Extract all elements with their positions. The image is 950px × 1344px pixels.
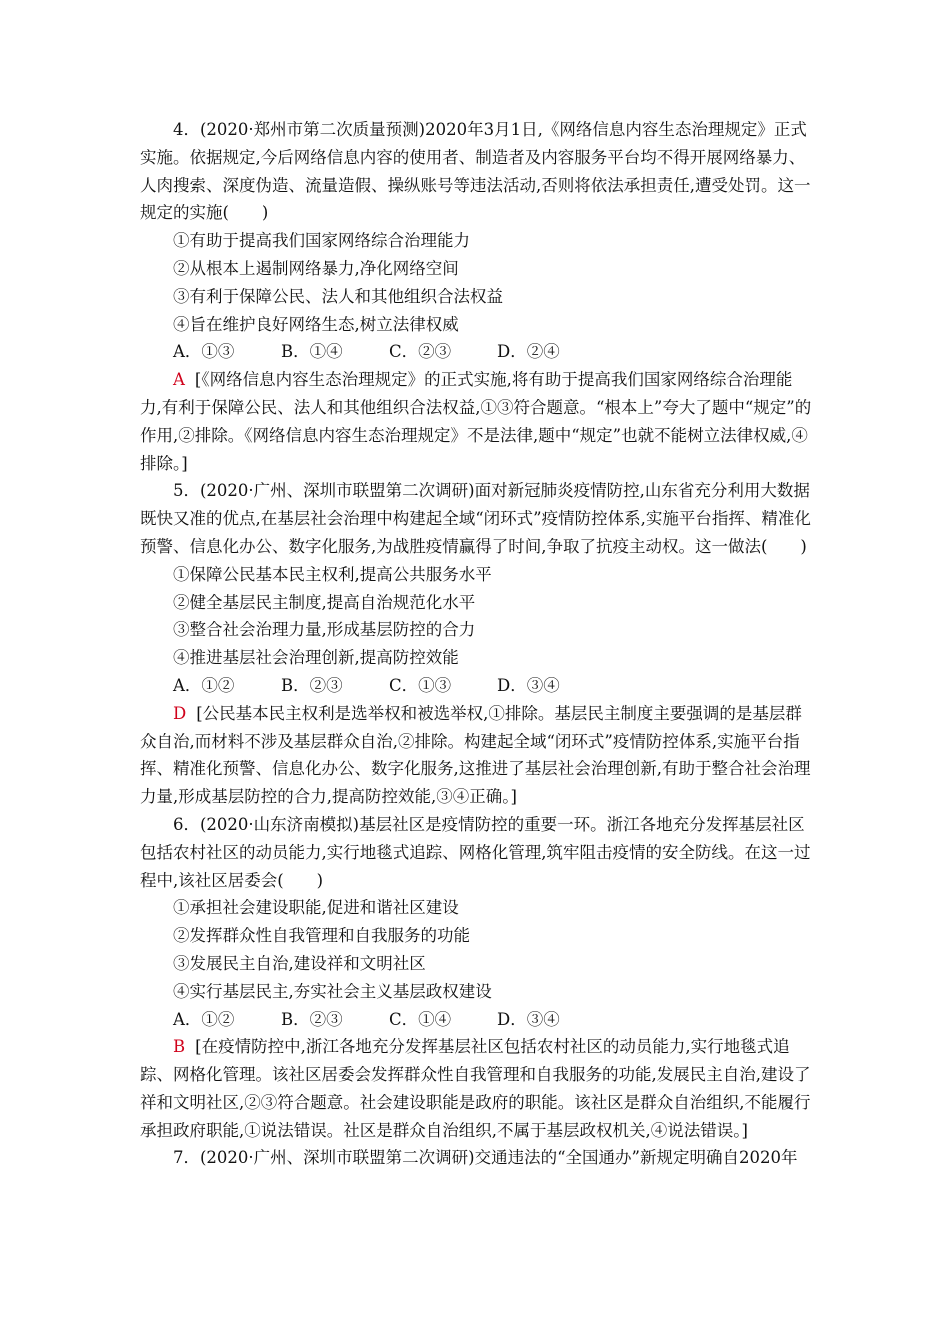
choice-d: D．③④ bbox=[497, 675, 560, 695]
question-stem-partial: 7．(2020·广州、深圳市联盟第二次调研)交通违法的“全国通办”新规定明确自2020年 bbox=[173, 1148, 798, 1168]
option-item: ④推进基层社会治理创新,提高防控效能 bbox=[173, 648, 459, 668]
choice-row bbox=[140, 338, 812, 366]
choice-c: C．②③ bbox=[389, 342, 452, 362]
option-item: ②健全基层民主制度,提高自治规范化水平 bbox=[173, 592, 476, 612]
choice-d: D．②④ bbox=[497, 342, 560, 362]
choice-row bbox=[140, 672, 812, 700]
choice-a: A．①② bbox=[173, 1009, 235, 1029]
explanation-text: [公民基本民主权利是选举权和被选举权,①排除。基层民主制度主要强调的是基层群众自治,而材料不涉及基层群众自治,②排除。构建起全域“闭环式”疫情防控体系,实施平台指挥、精准化预警、信息化办公、数字化服务,这推进了基层社会治理创新,有助于整合社会治理力量,形成基层防控的合力,提高防控效能,③④正确。] bbox=[140, 703, 811, 807]
question-stem: 5．(2020·广州、深圳市联盟第二次调研)面对新冠肺炎疫情防控,山东省充分利用大数据既快又准的优点,在基层社会治理中构建起全域“闭环式”疫情防控体系,实施平台指挥、精准化预警、信息化办公、数字化服务,为战胜疫情赢得了时间,争取了抗疫主动权。这一做法( ) bbox=[140, 481, 811, 556]
question-stem: 6．(2020·山东济南模拟)基层社区是疫情防控的重要一环。浙江各地充分发挥基层社区包括农村社区的动员能力,实行地毯式追踪、网格化管理,筑牢阻击疫情的安全防线。在这一过程中,该社区居委会( ) bbox=[140, 814, 811, 890]
answer-letter: B bbox=[173, 1037, 186, 1057]
option-item: ②从根本上遏制网络暴力,净化网络空间 bbox=[173, 258, 459, 278]
answer-letter: D bbox=[173, 703, 187, 723]
choice-c: C．①④ bbox=[389, 1009, 452, 1029]
option-item: ①承担社会建设职能,促进和谐社区建设 bbox=[173, 898, 459, 918]
option-item: ②发挥群众性自我管理和自我服务的功能 bbox=[173, 926, 470, 946]
option-item: ③发展民主自治,建设祥和文明社区 bbox=[173, 953, 426, 973]
option-item: ③有利于保障公民、法人和其他组织合法权益 bbox=[173, 286, 503, 306]
explanation-text: [在疫情防控中,浙江各地充分发挥基层社区包括农村社区的动员能力,实行地毯式追踪、网格化管理。该社区居委会发挥群众性自我管理和自我服务的功能,发展民主自治,建设了祥和文明社区,②③符合题意。社会建设职能是政府的职能。该社区是群众自治组织,不能履行承担政府职能,①说法错误。社区是群众自治组织,不属于基层政权机关,④说法错误。] bbox=[140, 1037, 811, 1140]
option-item: ③整合社会治理力量,形成基层防控的合力 bbox=[173, 620, 476, 640]
option-item: ④实行基层民主,夯实社会主义基层政权建设 bbox=[173, 981, 492, 1001]
choice-b: B．②③ bbox=[281, 675, 343, 695]
choice-a: A．①② bbox=[173, 675, 235, 695]
choice-b: B．①④ bbox=[281, 342, 343, 362]
option-item: ④旨在维护良好网络生态,树立法律权威 bbox=[173, 314, 459, 334]
choice-c: C．①③ bbox=[389, 675, 452, 695]
answer-explanation bbox=[140, 366, 812, 477]
option-item: ①保障公民基本民主权利,提高公共服务水平 bbox=[173, 564, 492, 584]
choice-row bbox=[140, 1006, 812, 1034]
explanation-text: [《网络信息内容生态治理规定》的正式实施,将有助于提高我们国家网络综合治理能力,有利于保障公民、法人和其他组织合法权益,①③符合题意。“根本上”夸大了题中“规定”的作用,②排除。《网络信息内容生态治理规定》不是法律,题中“规定”也就不能树立法律权威,④排除。] bbox=[140, 370, 812, 473]
choice-d: D．③④ bbox=[497, 1009, 560, 1029]
answer-explanation bbox=[140, 700, 812, 811]
answer-explanation bbox=[140, 1033, 812, 1144]
choice-a: A．①③ bbox=[173, 342, 235, 362]
answer-letter: A bbox=[173, 370, 185, 390]
option-item: ①有助于提高我们国家网络综合治理能力 bbox=[173, 231, 470, 251]
document-body bbox=[140, 116, 812, 1172]
question-stem: 4．(2020·郑州市第二次质量预测)2020年3月1日,《网络信息内容生态治理规定》正式实施。依据规定,今后网络信息内容的使用者、制造者及内容服务平台均不得开展网络暴力、人肉搜索、深度伪造、流量造假、操纵账号等违法活动,否则将依法承担责任,遭受处罚。这一规定的实施( ) bbox=[140, 120, 811, 223]
choice-b: B．②③ bbox=[281, 1009, 343, 1029]
